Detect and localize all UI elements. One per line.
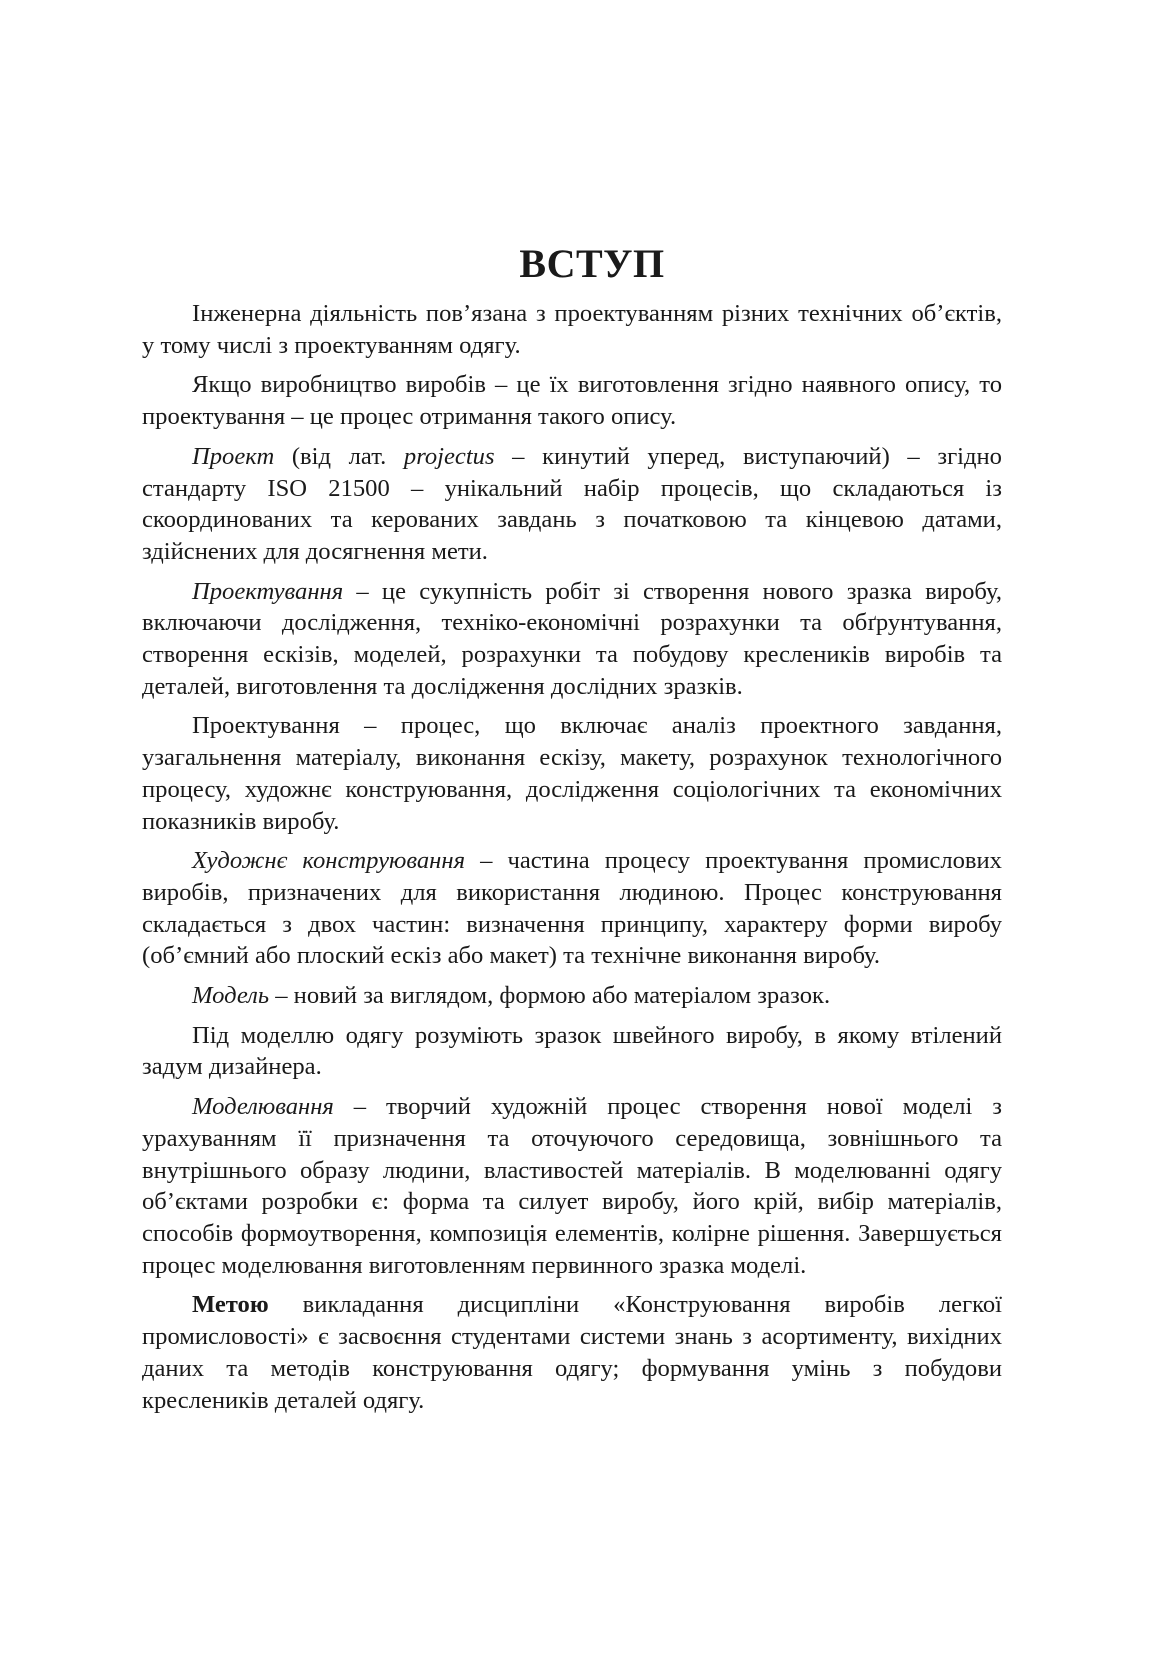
paragraph-text: – кинутий уперед, виступаючий) – згідно стандарту ISO 21500 – унікальний набір процесів, що складаються із скоординованих та керованих завдань з початковою та кінцевою датами, здійснених для досягнення мети. [142, 442, 1002, 565]
paragraph-artistic-construction [142, 845, 1002, 972]
paragraph-course-goal [142, 1289, 1002, 1416]
latin-term: projectus [403, 442, 495, 470]
paragraph-modeling-definition [142, 1091, 1002, 1281]
paragraph-designing-definition [142, 576, 1002, 703]
page-title: ВСТУП [519, 241, 665, 286]
term-designing: Проектування [192, 577, 344, 605]
term-modeling: Моделювання [192, 1093, 334, 1121]
paragraph-text: – творчий художній процес створення нової моделі з урахуванням її призначення та оточуючого середовища, зовнішнього та внутрішнього образу людини, властивостей матеріалів. В моделюванні одягу об’єктами розробки є: форма та силует виробу, його крій, вибір матеріалів, способів формоутворення, композиція елементів, колірне рішення. Завершується процес моделювання виготовленням первинного зразка моделі. [142, 1093, 1002, 1279]
paragraph-text: Проектування – процес, що включає аналіз проектного завдання, узагальнення матеріалу, виконання ескізу, макету, розрахунок технологічного процесу, художнє конструювання, дослідження соціологічних та економічних показників виробу. [142, 712, 1002, 835]
term-goal: Метою [192, 1291, 269, 1319]
paragraph-model-definition [142, 980, 1002, 1012]
paragraph-text: Якщо виробництво виробів – це їх виготовлення згідно наявного опису, то проектування – це процес отримання такого опису. [142, 371, 1002, 431]
term-project: Проект [192, 442, 275, 470]
paragraph-text: (від лат. [274, 442, 404, 470]
paragraph-text: Інженерна діяльність пов’язана з проектуванням різних технічних об’єктів, у тому числі з проектуванням одягу. [142, 300, 1002, 359]
paragraph-clothing-model [142, 1020, 1002, 1083]
paragraph-intro [142, 298, 1002, 361]
paragraph-text: – новий за виглядом, формою або матеріалом зразок. [269, 982, 831, 1010]
paragraph-production [142, 369, 1002, 432]
term-artistic-construction: Художнє конструювання [192, 847, 465, 875]
paragraph-designing-process [142, 710, 1002, 837]
paragraph-text: Під моделлю одягу розуміють зразок швейного виробу, в якому втілений задум дизайнера. [142, 1021, 1002, 1081]
paragraph-text: – це сукупність робіт зі створення нового зразка виробу, включаючи дослідження, техніко-економічні розрахунки та обґрунтування, створення ескізів, моделей, розрахунки та побудову креслеників виробів та деталей, виготовлення та дослідження дослідних зразків. [142, 577, 1002, 700]
term-model: Модель [192, 982, 270, 1010]
paragraph-project-definition [142, 441, 1002, 568]
page-content [142, 240, 1002, 1424]
paragraph-text: – частина процесу проектування промислових виробів, призначених для використання людиною. Процес конструювання складається з двох частин: визначення принципу, характеру форми виробу (об’ємний або плоский ескіз або макет) та технічне виконання виробу. [142, 847, 1002, 970]
paragraph-text: викладання дисципліни «Конструювання виробів легкої промисловості» є засвоєння студентами системи знань з асортименту, вихідних даних та методів конструювання одягу; формування умінь з побудови креслеників деталей одягу. [142, 1291, 1002, 1414]
